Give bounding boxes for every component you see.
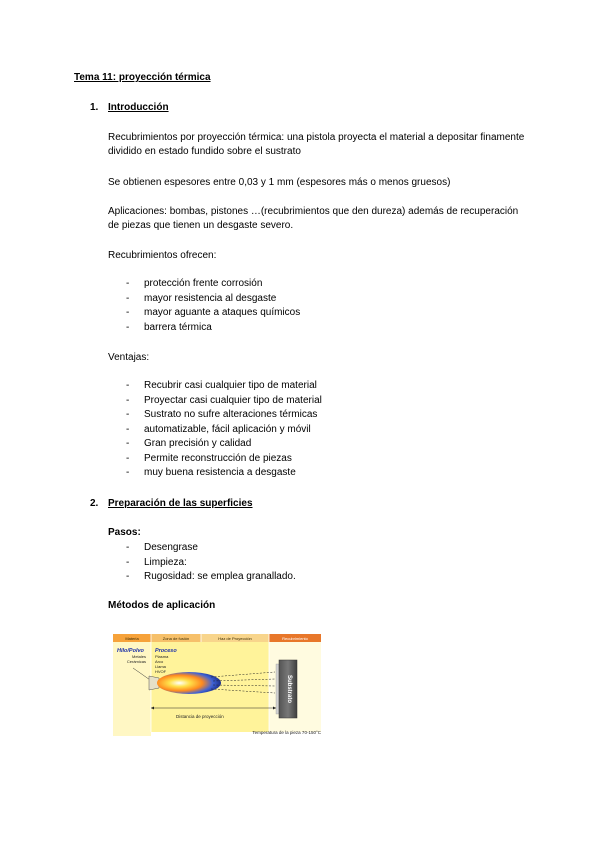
spray-flame <box>157 672 221 694</box>
list-item: - mayor resistencia al desgaste <box>126 292 277 304</box>
temperature-label: Temperatura de la pieza 70-150°C <box>252 730 321 735</box>
header-label: Haz de Proyección <box>218 636 252 641</box>
list-item: - automatizable, fácil aplicación y móvil <box>126 423 311 435</box>
material-item: Cerámicas <box>126 659 146 664</box>
list-item: - Desengrase <box>126 542 198 553</box>
material-item: Metales <box>131 654 146 659</box>
advantages-list <box>126 379 322 481</box>
section-title: Introducción <box>108 102 169 113</box>
section-title: Preparación de las superficies <box>108 498 253 509</box>
header-label: Zona de fusión <box>162 636 190 641</box>
material-title: Hilo/Polvo <box>117 648 144 654</box>
list-item: - muy buena resistencia a desgaste <box>126 467 296 478</box>
substrate-label: Substrato <box>286 674 292 704</box>
distance-label: Distancia de proyección <box>176 714 224 719</box>
process-item: Arco <box>155 659 164 664</box>
offers-list <box>126 277 300 335</box>
process-item: HVOF <box>155 669 167 674</box>
list-item: - mayor aguante a ataques químicos <box>126 307 301 318</box>
coating-layer <box>276 664 279 714</box>
list-item: - Sustrato no sufre alteraciones térmicas <box>126 409 318 420</box>
list-item: - Permite reconstrucción de piezas <box>126 452 292 464</box>
thermal-spray-diagram <box>113 628 323 736</box>
list-item: - Limpieza: <box>126 556 187 568</box>
thickness-paragraph: Se obtienen espesores entre 0,03 y 1 mm (espesores más o menos gruesos) <box>108 177 451 188</box>
process-item: Llama <box>155 664 166 669</box>
list-item: - Recubrir casi cualquier tipo de material <box>126 380 317 391</box>
section-number: 1. <box>90 102 99 113</box>
intro-paragraph: Recubrimientos por proyección térmica: una pistola proyecta el material a depositar finamente dividido en estado fundido sobre el sustrato <box>108 132 525 157</box>
document-title: Tema 11: proyección térmica <box>74 72 211 83</box>
list-item: - Rugosidad: se emplea granallado. <box>126 571 296 582</box>
list-item: - Proyectar casi cualquier tipo de material <box>126 394 322 406</box>
steps-list <box>126 541 296 585</box>
offers-label: Recubrimientos ofrecen: <box>108 250 217 261</box>
list-item: - Gran precisión y calidad <box>126 438 252 449</box>
process-title: Proceso <box>155 648 177 654</box>
methods-label: Métodos de aplicación <box>108 600 216 611</box>
steps-label: Pasos: <box>108 527 141 538</box>
header-label: Materia <box>125 636 139 641</box>
applications-paragraph: Aplicaciones: bombas, pistones …(recubrimientos que den dureza) además de recuperación de piezas que tienen un desgaste severo. <box>108 206 519 231</box>
header-label: Recubrimiento <box>282 636 308 641</box>
list-item: - protección frente corrosión <box>126 278 263 289</box>
process-item: Plasma <box>155 654 169 659</box>
list-item: - barrera térmica <box>126 321 212 333</box>
advantages-label: Ventajas: <box>108 352 150 363</box>
section-number: 2. <box>90 498 99 509</box>
